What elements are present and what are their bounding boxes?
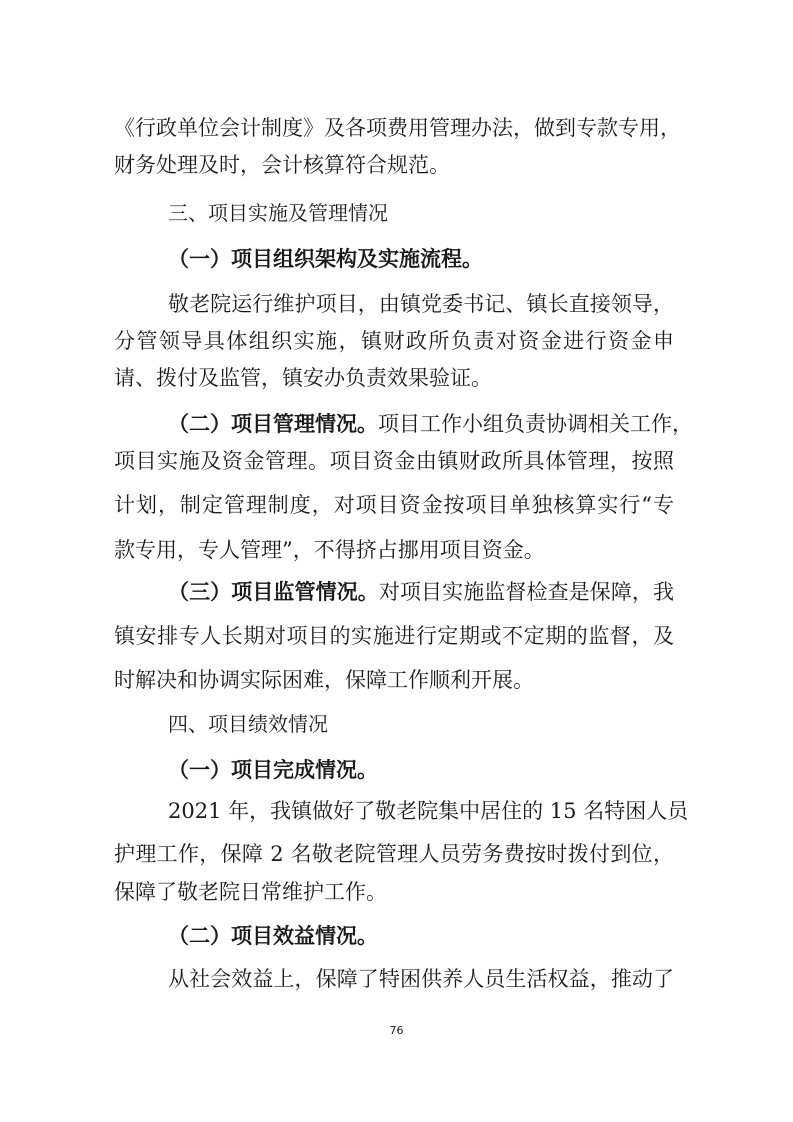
paragraph-line: 敬老院运行维护项目，由镇党委书记、镇长直接领导， (168, 292, 674, 316)
paragraph-line: 从社会效益上，保障了特困供养人员生活权益，推动了 (168, 967, 674, 991)
paragraph-line: 《行政单位会计制度》及各项费用管理办法，做到专款专用， (114, 116, 681, 140)
section-heading-4: 四、项目绩效情况 (168, 712, 328, 736)
paragraph-line (168, 410, 693, 438)
paragraph-line: 时解决和协调实际困难，保障工作顺利开展。 (114, 668, 534, 692)
inline-heading: （二）项目管理情况。 (168, 411, 378, 436)
section-heading-3: 三、项目实施及管理情况 (168, 201, 388, 225)
paragraph-line: 财务处理及时，会计核算符合规范。 (114, 153, 450, 177)
paragraph-line: 护理工作，保障 2 名敬老院管理人员劳务费按时拨付到位， (114, 842, 674, 866)
inline-heading: （三）项目监管情况。 (168, 579, 379, 604)
paragraph-text: 项目工作小组负责协调相关工作， (378, 412, 693, 436)
paragraph-line: 2021 年，我镇做好了敬老院集中居住的 15 名特困人员 (168, 799, 689, 823)
paragraph-line: 镇安排专人长期对项目的实施进行定期或不定期的监督，及 (114, 624, 674, 648)
paragraph-line: 分管领导具体组织实施，镇财政所负责对资金进行资金申 (114, 329, 674, 353)
subsection-heading: （一）项目组织架构及实施流程。 (168, 246, 483, 271)
paragraph-line: 款专用，专人管理”，不得挤占挪用项目资金。 (114, 538, 545, 562)
paragraph-text: 对项目实施监督检查是保障，我 (378, 580, 675, 604)
paragraph-line: 保障了敬老院日常维护工作。 (114, 880, 387, 904)
subsection-heading: （一）项目完成情况。 (168, 757, 378, 782)
paragraph-line: 计划，制定管理制度，对项目资金按项目单独核算实行“专 (114, 493, 674, 517)
subsection-heading: （二）项目效益情况。 (168, 923, 378, 948)
page-number: 76 (389, 1024, 404, 1037)
paragraph-line (168, 578, 674, 606)
paragraph-line: 项目实施及资金管理。项目资金由镇财政所具体管理，按照 (114, 449, 674, 473)
paragraph-line: 请、拨付及监管，镇安办负责效果验证。 (114, 366, 492, 390)
